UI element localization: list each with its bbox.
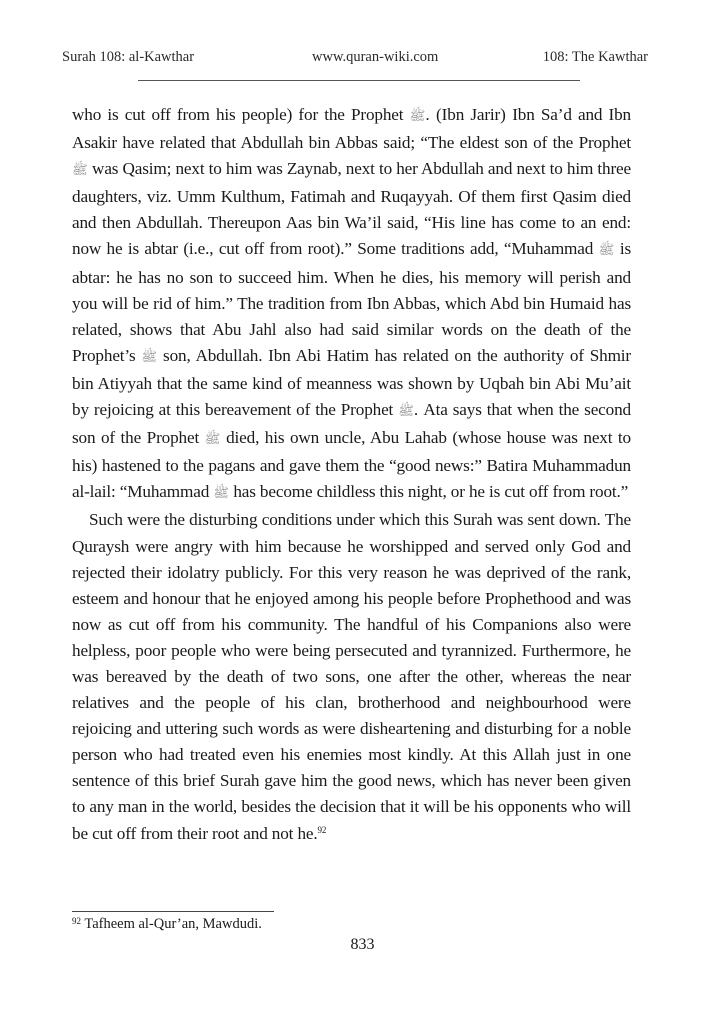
- page-number: 833: [350, 936, 375, 953]
- text-run: . (Ibn Jarir) Ibn Sa’d and Ibn Asakir have related that Abdullah bin Abbas said; “The eldest son of the Prophet: [72, 105, 631, 153]
- text-run: son, Abdullah. Ibn Abi Hatim has related on the authority of Shmir bin Atiyyah that the same kind of meanness was shown by Uqbah bin Abi Mu’ait by rejoicing at this bereavement of the Prophet: [72, 345, 631, 420]
- honorific-icon: ﷺ: [141, 349, 158, 365]
- honorific-icon: ﷺ: [409, 109, 426, 124]
- footnote-text: Tafheem al-Qur’an, Mawdudi.: [81, 916, 262, 932]
- footnote: [72, 916, 262, 933]
- text-run: is abtar: he has no son to succeed him. When he dies, his memory will perish and you will be rid of him.” The tradition from Ibn Abbas, which Abd bin Humaid has related, shows that Abu Jahl also had said similar words on the death of the Prophet’s: [72, 239, 631, 365]
- text-run: was Qasim; next to him was Zaynab, next to her Abdullah and next to him three daughters, viz. Umm Kulthum, Fatimah and Ruqayyah. Of them first Qasim died and then Abdullah. Thereupon Aas bin Wa’il said, “His line has come to an end: now he is abtar (i.e., cut off from root).” Some traditions add, “Muhammad: [72, 159, 631, 259]
- footnote-divider: [72, 911, 274, 912]
- running-header: [62, 49, 648, 69]
- footnote-number: 92: [72, 916, 81, 926]
- header-divider: [138, 80, 580, 81]
- honorific-icon: ﷺ: [72, 163, 88, 179]
- honorific-icon: ﷺ: [598, 243, 615, 259]
- text-run: Such were the disturbing conditions under which this Surah was sent down. The Quraysh were angry with him because he worshipped and served only God and rejected their idolatry publicly. For this very reason he was deprived of the rank, esteem and honour that he enjoyed among his people before Prophethood and was now as cut off from his community. The handful of his Companions also were helpless, poor people who were being persecuted and tyrannized. Furthermore, he was bereaved by the death of two sons, one after the other, whereas the near relatives and the people of his clan, brotherhood and neighbourhood were rejoicing and uttering such words as were disheartening and disturbing for a noble person who had treated even his enemies most kindly. At this Allah just in one sentence of this brief Surah gave him the good news, which has never been given to any man in the world, besides the decision that it will be his opponents who will be cut off from their root and not he.: [72, 510, 631, 843]
- footnote-reference[interactable]: 92: [317, 824, 327, 835]
- text-run: died, his own uncle, Abu Lahab (whose house was next to his) hastened to the pagans and gave them the “good news:” Batira Muhammadun al-lail: “Muhammad: [72, 428, 632, 502]
- paragraph-2: [72, 507, 631, 846]
- header-surah-title: Surah 108: al-Kawthar: [62, 49, 195, 65]
- text-run: who is cut off from his people) for the Prophet: [72, 105, 410, 124]
- paragraph-1: [72, 102, 631, 507]
- header-chapter-title: 108: The Kawthar: [542, 49, 648, 65]
- text-run: . Ata says that when the second son of the Prophet: [72, 400, 631, 448]
- honorific-icon: ﷺ: [204, 432, 221, 448]
- text-run: has become childless this night, or he is cut off from root.”: [229, 482, 629, 502]
- honorific-icon: ﷺ: [213, 486, 230, 502]
- main-text: [72, 102, 631, 847]
- honorific-icon: ﷺ: [398, 404, 414, 420]
- header-website: www.quran-wiki.com: [312, 49, 439, 65]
